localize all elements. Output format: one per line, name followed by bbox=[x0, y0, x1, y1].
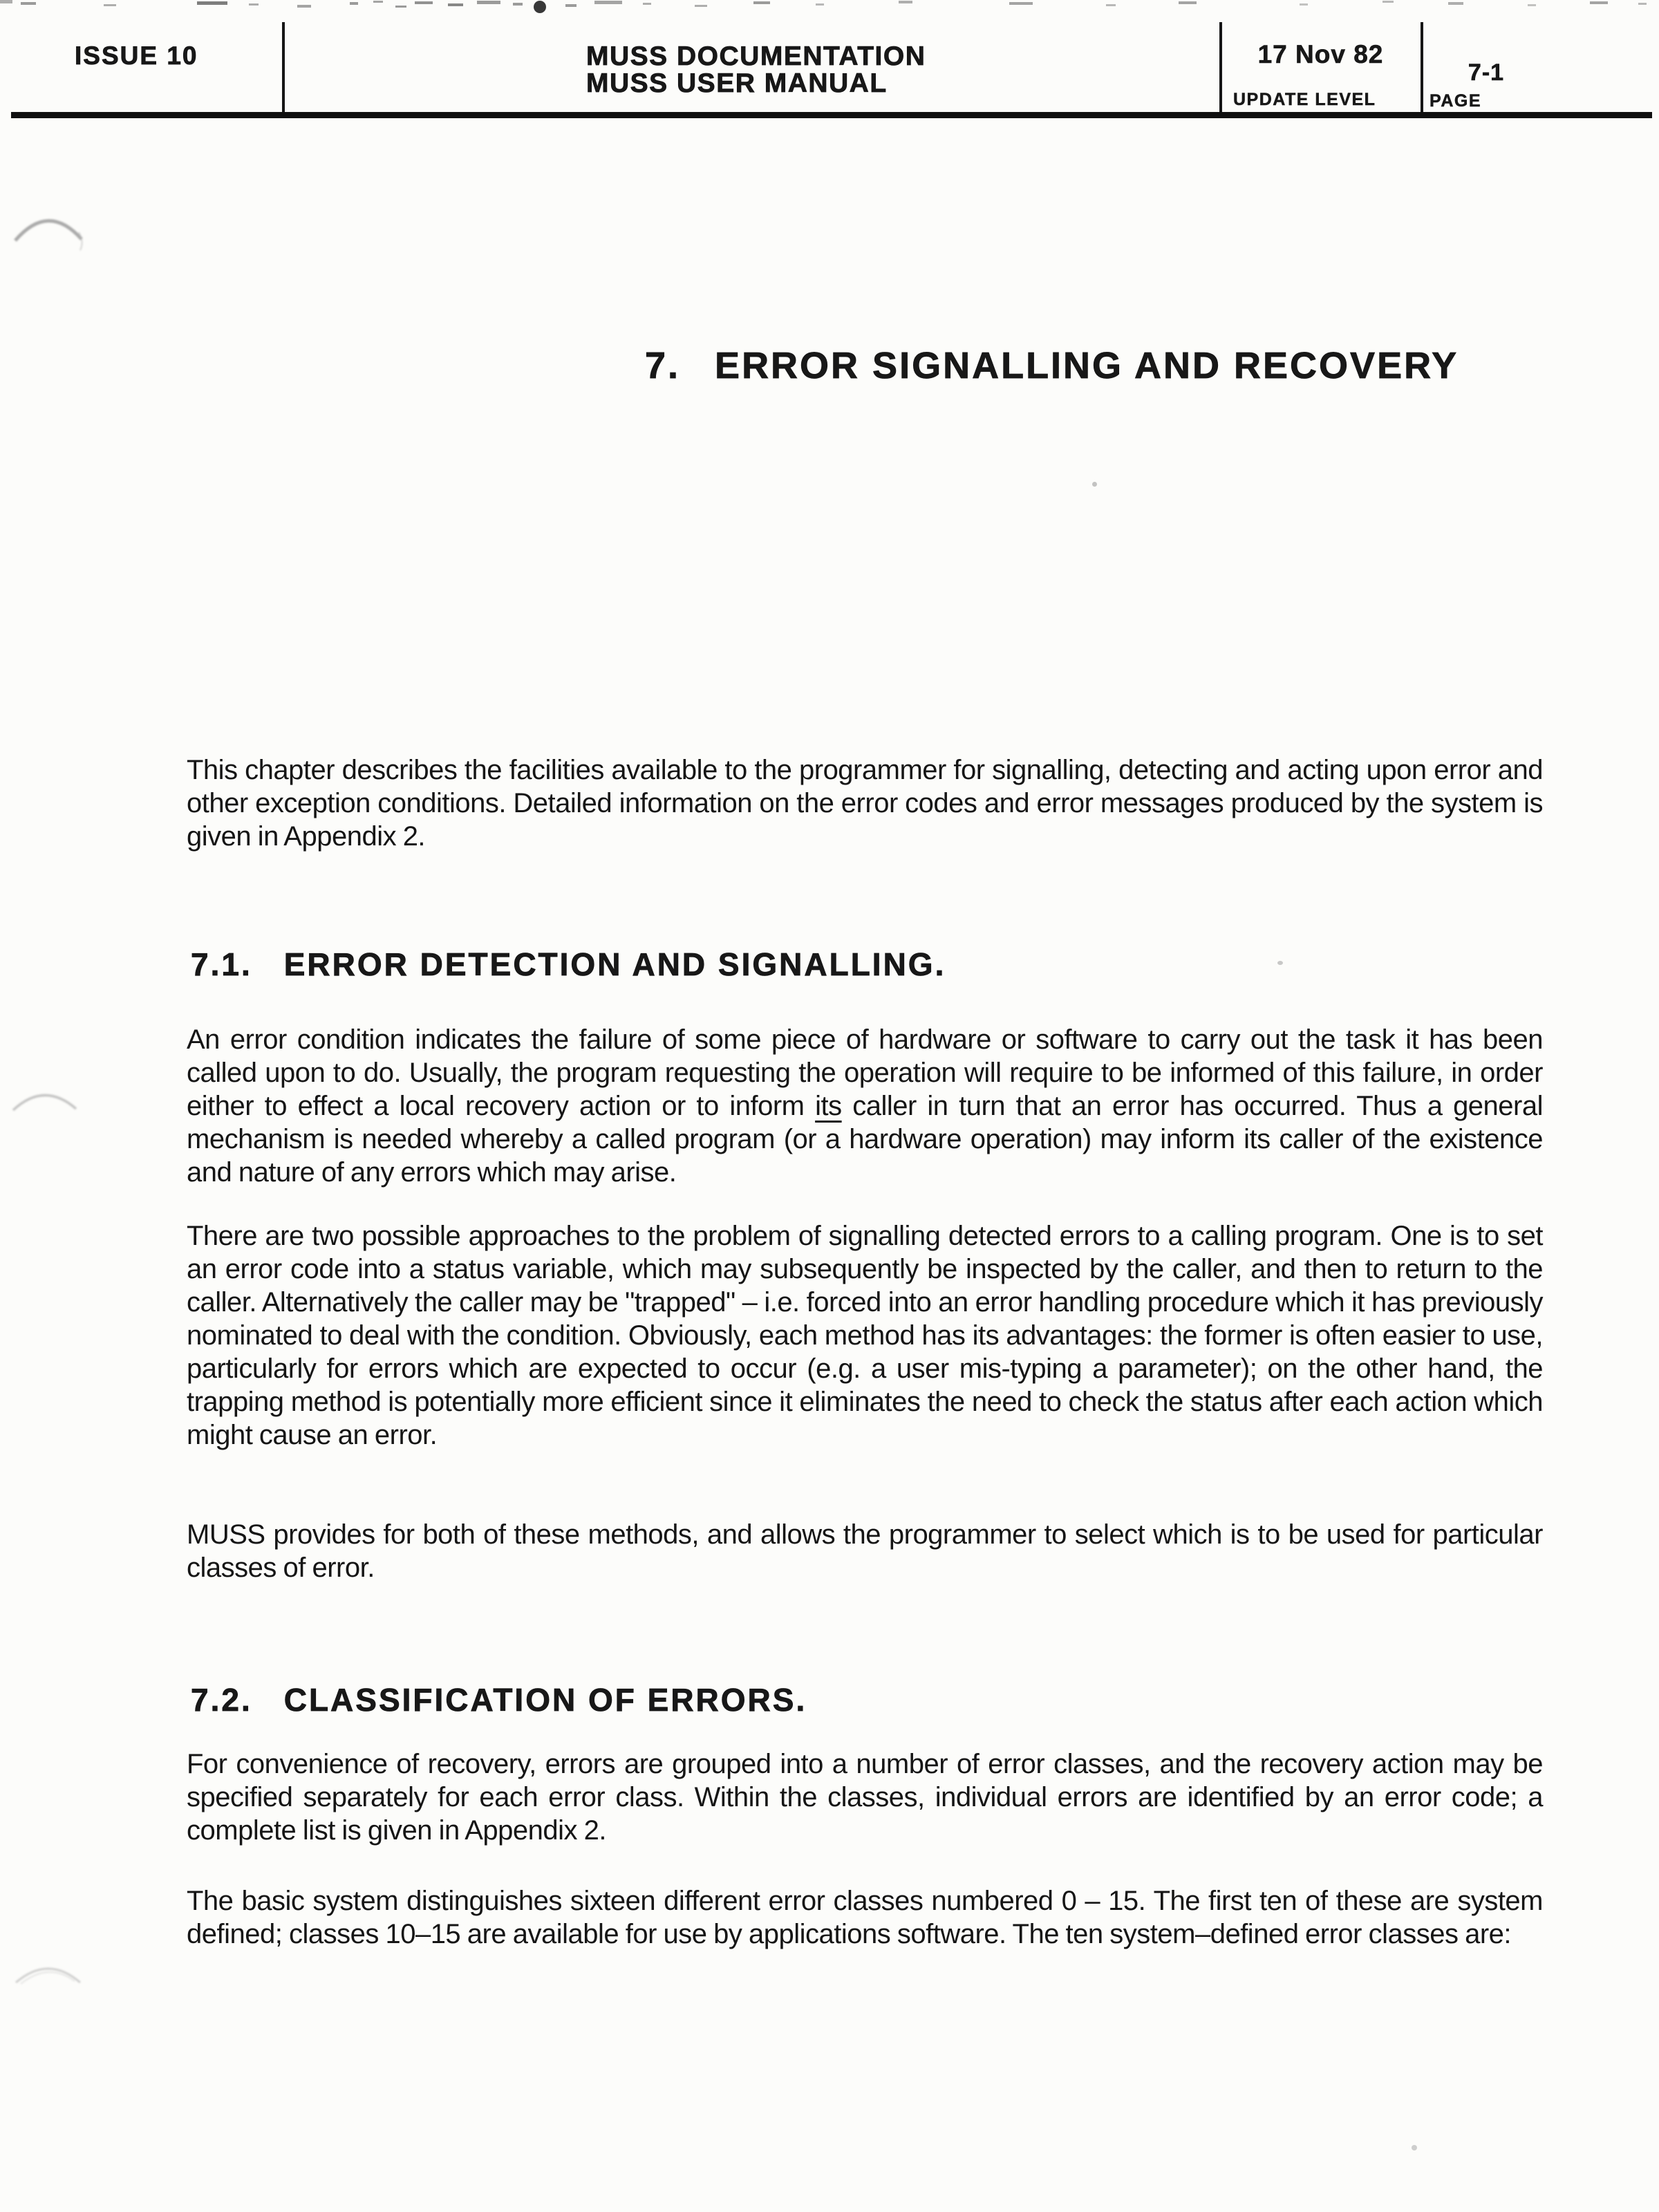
update-level-value: 17 Nov 82 bbox=[1257, 40, 1384, 68]
chapter-number: 7. bbox=[645, 345, 681, 386]
chapter-title-text: ERROR SIGNALLING AND RECOVERY bbox=[715, 345, 1459, 386]
paragraph-text: caller in turn that an error has occurred. Thus a general mechanism is needed whereby a called program (or a hardware operation) may inform its caller of the existence and nature of any errors which may arise. bbox=[187, 1091, 1544, 1188]
chapter-title bbox=[645, 344, 1459, 387]
page-number: 7-1 bbox=[1468, 59, 1505, 86]
scan-noise-top bbox=[0, 0, 1659, 17]
scan-arc-artifact bbox=[14, 1953, 86, 1988]
scan-arc-artifact bbox=[11, 1078, 83, 1116]
document-title-line1: MUSS DOCUMENTATION bbox=[586, 41, 926, 71]
scan-speck bbox=[1277, 961, 1283, 965]
section-7-1-heading bbox=[191, 946, 946, 983]
scan-speck bbox=[1412, 2145, 1417, 2150]
scan-speck bbox=[1092, 482, 1097, 487]
intro-paragraph: This chapter describes the facilities available to the programmer for signalling, detecting and acting upon error and other exception conditions. Detailed information on the error codes and error messages produced by the system is given in Appendix 2. bbox=[187, 755, 1543, 852]
section-7-2-paragraph-2: The basic system distinguishes sixteen different error classes numbered 0 – 15. The first ten of these are system defined; classes 10–15 are available for use by applications software. The ten system–defined error classes are: bbox=[187, 1886, 1543, 1949]
page-label: PAGE bbox=[1430, 91, 1481, 111]
document-title bbox=[586, 43, 926, 97]
section-7-1-title: ERROR DETECTION AND SIGNALLING. bbox=[283, 946, 946, 982]
scan-arc-artifact bbox=[12, 202, 87, 256]
header-divider-1 bbox=[282, 22, 285, 113]
update-level-label: UPDATE LEVEL bbox=[1233, 90, 1376, 109]
issue-label: ISSUE 10 bbox=[75, 41, 198, 70]
paragraph-text: An error condition indicates the failure of some piece of hardware or software to carry out the task it has been called upon to do. Usually, the program requesting the operation will require to be informed of this failure, in order either to effect a local recovery action or to inform bbox=[187, 1024, 1543, 1121]
section-7-2-paragraph-1: For convenience of recovery, errors are grouped into a number of error classes, and the recovery action may be specified separately for each error class. Within the classes, individual errors are identified by an error code; a complete list is given in Appendix 2. bbox=[187, 1749, 1543, 1846]
section-7-2-title: CLASSIFICATION OF ERRORS. bbox=[283, 1682, 807, 1718]
underlined-word: its bbox=[815, 1091, 842, 1121]
document-title-line2: MUSS USER MANUAL bbox=[586, 68, 888, 98]
section-7-1-paragraph-2: There are two possible approaches to the problem of signalling detected errors to a calling program. One is to set an error code into a status variable, which may subsequently be inspected by the caller, and then to return to the caller. Alternatively the caller may be "trapped" – i.e. forced into an error handling procedure which it has previously nominated to deal with the condition. Obviously, each method has its advantages: the former is often easier to use, particularly for errors which are expected to occur (e.g. a user mis-typing a parameter); on the other hand, the trapping method is potentially more efficient since it eliminates the need to check the status after each action which might cause an error. bbox=[187, 1221, 1543, 1450]
section-7-1-paragraph-1 bbox=[187, 1023, 1543, 1189]
section-7-1-number: 7.1. bbox=[191, 946, 252, 982]
section-7-1-paragraph-3: MUSS provides for both of these methods, and allows the programmer to select which is to be used for particular classes of error. bbox=[187, 1519, 1543, 1583]
section-7-2-number: 7.2. bbox=[191, 1682, 252, 1718]
header-rule bbox=[11, 112, 1652, 118]
section-7-2-heading bbox=[191, 1681, 807, 1718]
